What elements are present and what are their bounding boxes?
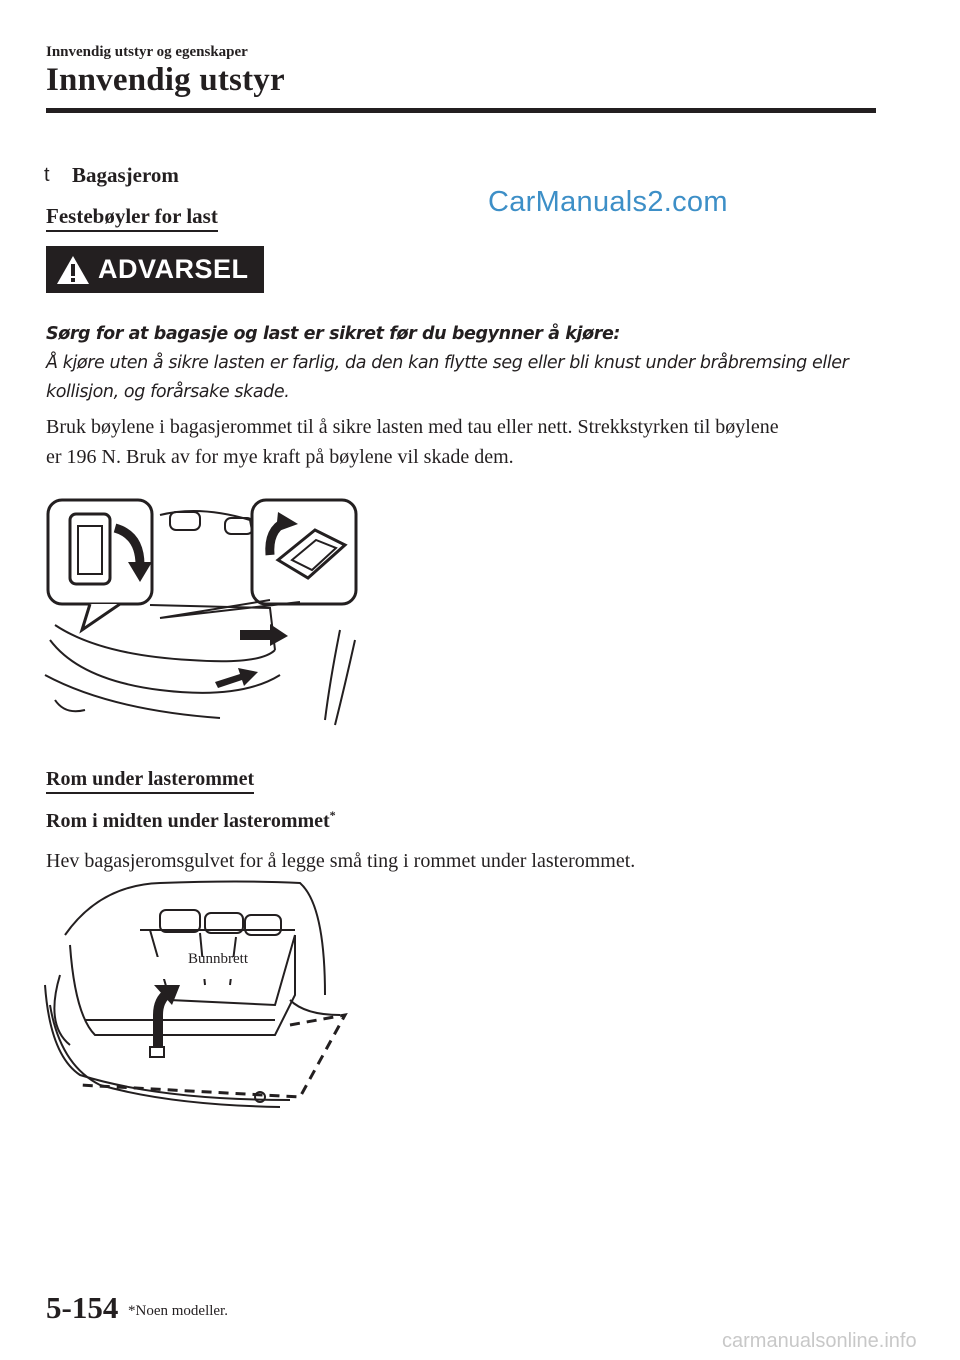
inset-left-pointer [82, 604, 120, 630]
chapter-title: Innvendig utstyr og egenskaper [46, 44, 248, 60]
body-panel-line [325, 630, 340, 720]
section-bullet: t [44, 164, 50, 186]
cargo-hooks-body-1: Bruk bøylene i bagasjerommet til å sikre lasten med tau eller nett. Strekkstyrken til bøylene [46, 416, 779, 438]
warning-text-block [46, 320, 886, 407]
headrest-3 [245, 915, 281, 935]
under-floor-subheading-text: Rom i midten under lasterommet [46, 810, 330, 832]
footer-site: carmanualsonline.info [722, 1330, 917, 1352]
page-number: 5-154 [46, 1290, 119, 1325]
warning-label: ADVARSEL [98, 254, 249, 284]
watermark: CarManuals2.com [488, 186, 728, 218]
warning-triangle-icon [56, 255, 90, 285]
rear-body-line [45, 985, 290, 1100]
pointer-arrow-1 [240, 624, 288, 646]
footnote-mark: * [329, 808, 336, 822]
headrest [160, 910, 200, 932]
body-panel-line-2 [335, 640, 355, 725]
under-floor-heading: Rom under lasterommet [46, 768, 254, 794]
cargo-hooks-heading: Festebøyler for last [46, 205, 218, 232]
under-floor-subheading [46, 808, 336, 833]
warning-banner [46, 246, 264, 293]
trunk-edge [50, 640, 280, 693]
page-title: Innvendig utstyr [46, 62, 285, 98]
bunnbrett-label: Bunnbrett [188, 951, 248, 967]
reflector-line [55, 700, 85, 711]
section-title: Bagasjerom [72, 163, 179, 187]
pointer-arrow-2 [215, 668, 258, 688]
title-rule [46, 108, 876, 113]
warning-bold-line: Sørg for at bagasje og last er sikret før du begynner å kjøre: [46, 324, 621, 344]
floor-handle [150, 1047, 164, 1057]
cargo-hooks-illustration [40, 490, 370, 730]
trunk-floor-illustration [40, 875, 360, 1115]
under-floor-body: Hev bagasjeromsgulvet for å legge små ting i rommet under lasterommet. [46, 850, 636, 872]
cargo-hooks-body-2: er 196 N. Bruk av for mye kraft på bøylene vil skade dem. [46, 446, 514, 468]
headrest [170, 512, 200, 530]
seatback-line [160, 511, 265, 600]
warning-body: Å kjøre uten å sikre lasten er farlig, da den kan flytte seg eller bli knust under bråbremsing eller kollisjon, og forårsake skade. [46, 353, 849, 402]
side-trim [290, 1000, 340, 1015]
footnote: *Noen modeller. [128, 1303, 228, 1319]
